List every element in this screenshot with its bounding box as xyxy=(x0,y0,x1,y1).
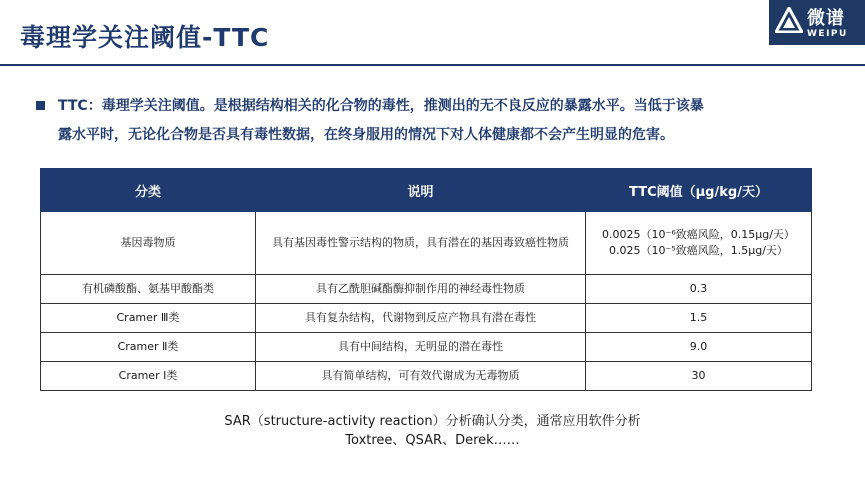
cell-ttc-value: 1.5 xyxy=(586,304,812,333)
cell-category: 有机磷酸酯、氨基甲酸酯类 xyxy=(41,275,256,304)
cell-category: Cramer Ⅱ类 xyxy=(41,333,256,362)
cell-category: Cramer Ⅰ类 xyxy=(41,362,256,391)
table-row xyxy=(41,275,812,304)
cell-category: 基因毒物质 xyxy=(41,212,256,275)
cell-ttc-value: 30 xyxy=(586,362,812,391)
weipu-logo xyxy=(769,0,865,45)
title-divider xyxy=(0,64,865,66)
cell-description: 具有中间结构，无明显的潜在毒性 xyxy=(256,333,586,362)
cell-description: 具有乙酰胆碱酯酶抑制作用的神经毒性物质 xyxy=(256,275,586,304)
logo-text-en: WEIPU xyxy=(807,29,848,39)
cell-description: 具有复杂结构，代谢物到反应产物具有潜在毒性 xyxy=(256,304,586,333)
table-row xyxy=(41,212,812,275)
header-ttc-threshold: TTC阈值（μg/kg/天） xyxy=(586,169,812,212)
page-title: 毒理学关注阈值-TTC xyxy=(20,23,270,52)
table-row xyxy=(41,304,812,333)
header-description: 说明 xyxy=(256,169,586,212)
software-list: Toxtree、QSAR、Derek…… xyxy=(345,433,520,448)
ttc-value-line-2: 0.025（10⁻⁵致癌风险，1.5μg/天） xyxy=(609,244,788,257)
ttc-table xyxy=(40,168,812,391)
table-row xyxy=(41,362,812,391)
logo-mark-icon xyxy=(775,7,803,33)
ttc-value-line-1: 0.0025（10⁻⁶致癌风险，0.15μg/天） xyxy=(602,228,795,241)
bullet-square-icon xyxy=(36,101,45,110)
table-row xyxy=(41,333,812,362)
header-category: 分类 xyxy=(41,169,256,212)
cell-ttc-value: 9.0 xyxy=(586,333,812,362)
cell-ttc-value: 0.3 xyxy=(586,275,812,304)
intro-line-1: TTC：毒理学关注阈值。是根据结构相关的化合物的毒性，推测出的无不良反应的暴露水平。当低于该暴 xyxy=(58,98,704,114)
cell-category: Cramer Ⅲ类 xyxy=(41,304,256,333)
intro-line-2: 露水平时，无论化合物是否具有毒性数据，在终身服用的情况下对人体健康都不会产生明显的危害。 xyxy=(58,127,674,143)
table-header-row xyxy=(41,169,812,212)
sar-note: SAR（structure-activity reaction）分析确认分类，通常应用软件分析 xyxy=(224,414,641,429)
cell-ttc-value xyxy=(586,212,812,275)
logo-text-cn: 微谱 xyxy=(807,8,845,29)
cell-description: 具有简单结构，可有效代谢成为无毒物质 xyxy=(256,362,586,391)
cell-description: 具有基因毒性警示结构的物质，具有潜在的基因毒致癌性物质 xyxy=(256,212,586,275)
